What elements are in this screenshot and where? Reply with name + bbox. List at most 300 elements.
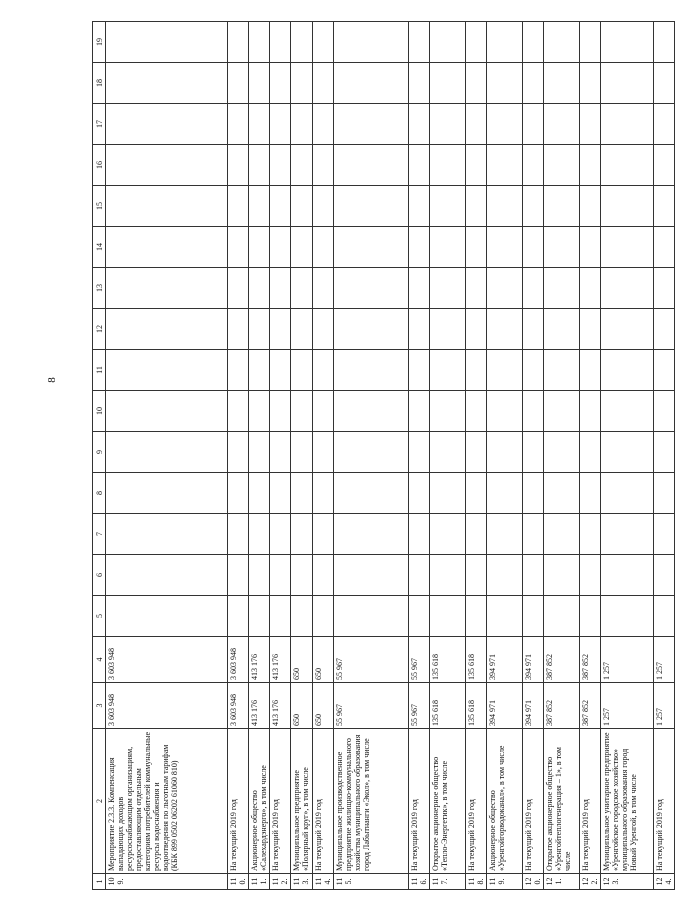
header-cell: 12: [93, 309, 106, 350]
empty-cell: [409, 63, 430, 104]
empty-cell: [487, 268, 523, 309]
row-name-cell: Открытое акционерное общество «Уренгойтеплогенерация – 1», в том числе: [544, 729, 580, 874]
empty-cell: [270, 186, 291, 227]
empty-cell: [270, 555, 291, 596]
table-row: [580, 22, 601, 890]
amount-cell: 413 176: [249, 683, 270, 729]
empty-cell: [291, 268, 313, 309]
header-cell: 6: [93, 555, 106, 596]
row-name-cell: Муниципальное предприятие «Полярный круг», в том числе: [291, 729, 313, 874]
empty-cell: [313, 391, 334, 432]
amount-cell: 3 603 948: [228, 637, 249, 683]
empty-cell: [544, 391, 580, 432]
empty-cell: [601, 63, 654, 104]
empty-cell: [466, 186, 487, 227]
empty-cell: [334, 63, 409, 104]
empty-cell: [654, 555, 675, 596]
empty-cell: [228, 104, 249, 145]
empty-cell: [106, 268, 228, 309]
empty-cell: [334, 309, 409, 350]
table-row: [654, 22, 675, 890]
empty-cell: [409, 432, 430, 473]
empty-cell: [334, 104, 409, 145]
empty-cell: [523, 309, 544, 350]
empty-cell: [654, 145, 675, 186]
empty-cell: [313, 145, 334, 186]
empty-cell: [270, 432, 291, 473]
amount-cell: 1 257: [601, 683, 654, 729]
empty-cell: [523, 63, 544, 104]
row-number-cell: 112.: [270, 874, 291, 890]
empty-cell: [487, 22, 523, 63]
empty-cell: [249, 391, 270, 432]
empty-cell: [523, 186, 544, 227]
empty-cell: [430, 555, 466, 596]
empty-cell: [334, 473, 409, 514]
empty-cell: [580, 186, 601, 227]
empty-cell: [291, 350, 313, 391]
row-name-cell: Акционерное общество «Уренгойгорводоканал», в том числе: [487, 729, 523, 874]
empty-cell: [409, 22, 430, 63]
header-cell: 10: [93, 391, 106, 432]
empty-cell: [544, 63, 580, 104]
empty-cell: [523, 514, 544, 555]
empty-cell: [249, 227, 270, 268]
row-name-cell: На текущий 2019 год: [228, 729, 249, 874]
empty-cell: [106, 63, 228, 104]
header-cell: 13: [93, 268, 106, 309]
empty-cell: [544, 309, 580, 350]
amount-cell: 3 603 948: [106, 637, 228, 683]
row-number-cell: 113.: [291, 874, 313, 890]
empty-cell: [580, 145, 601, 186]
empty-cell: [430, 309, 466, 350]
empty-cell: [544, 22, 580, 63]
empty-cell: [291, 227, 313, 268]
empty-cell: [523, 104, 544, 145]
amount-cell: 3 603 948: [106, 683, 228, 729]
empty-cell: [228, 473, 249, 514]
empty-cell: [487, 227, 523, 268]
empty-cell: [523, 145, 544, 186]
table-row: [334, 22, 409, 890]
empty-cell: [249, 555, 270, 596]
amount-cell: 650: [291, 637, 313, 683]
empty-cell: [291, 596, 313, 637]
empty-cell: [466, 555, 487, 596]
empty-cell: [544, 104, 580, 145]
header-cell: 15: [93, 186, 106, 227]
empty-cell: [580, 350, 601, 391]
empty-cell: [409, 104, 430, 145]
header-cell: 3: [93, 683, 106, 729]
row-number-cell: 117.: [430, 874, 466, 890]
empty-cell: [313, 555, 334, 596]
empty-cell: [580, 63, 601, 104]
empty-cell: [291, 104, 313, 145]
empty-cell: [106, 473, 228, 514]
empty-cell: [249, 473, 270, 514]
empty-cell: [654, 22, 675, 63]
empty-cell: [106, 555, 228, 596]
empty-cell: [249, 63, 270, 104]
empty-cell: [334, 145, 409, 186]
empty-cell: [601, 309, 654, 350]
empty-cell: [430, 514, 466, 555]
row-name-cell: На текущий 2019 год: [654, 729, 675, 874]
row-number-cell: 122.: [580, 874, 601, 890]
empty-cell: [291, 555, 313, 596]
empty-cell: [466, 104, 487, 145]
row-name-cell: На текущий 2019 год: [523, 729, 544, 874]
empty-cell: [654, 473, 675, 514]
amount-cell: 413 176: [249, 637, 270, 683]
empty-cell: [466, 350, 487, 391]
amount-cell: 55 967: [334, 637, 409, 683]
table-row: [523, 22, 544, 890]
empty-cell: [270, 309, 291, 350]
empty-cell: [654, 227, 675, 268]
row-number-cell: 110.: [228, 874, 249, 890]
empty-cell: [654, 350, 675, 391]
empty-cell: [601, 432, 654, 473]
empty-cell: [580, 22, 601, 63]
empty-cell: [249, 268, 270, 309]
empty-cell: [334, 432, 409, 473]
empty-cell: [430, 350, 466, 391]
empty-cell: [466, 309, 487, 350]
header-cell: 4: [93, 637, 106, 683]
amount-cell: 394 971: [487, 637, 523, 683]
empty-cell: [409, 596, 430, 637]
empty-cell: [430, 596, 466, 637]
empty-cell: [334, 514, 409, 555]
empty-cell: [601, 104, 654, 145]
amount-cell: 1 257: [654, 683, 675, 729]
empty-cell: [270, 350, 291, 391]
empty-cell: [601, 268, 654, 309]
empty-cell: [249, 596, 270, 637]
empty-cell: [487, 432, 523, 473]
row-number-cell: 121.: [544, 874, 580, 890]
amount-cell: 1 257: [654, 637, 675, 683]
table-row: [270, 22, 291, 890]
empty-cell: [228, 555, 249, 596]
empty-cell: [523, 432, 544, 473]
empty-cell: [487, 514, 523, 555]
empty-cell: [580, 104, 601, 145]
amount-cell: 55 967: [409, 683, 430, 729]
empty-cell: [601, 555, 654, 596]
empty-cell: [601, 514, 654, 555]
empty-cell: [523, 350, 544, 391]
empty-cell: [601, 145, 654, 186]
empty-cell: [601, 186, 654, 227]
amount-cell: 394 971: [523, 683, 544, 729]
row-number-cell: 124.: [654, 874, 675, 890]
empty-cell: [544, 268, 580, 309]
empty-cell: [249, 309, 270, 350]
empty-cell: [430, 432, 466, 473]
empty-cell: [291, 186, 313, 227]
empty-cell: [487, 391, 523, 432]
empty-cell: [654, 268, 675, 309]
empty-cell: [106, 309, 228, 350]
empty-cell: [313, 22, 334, 63]
empty-cell: [430, 104, 466, 145]
header-cell: 8: [93, 473, 106, 514]
empty-cell: [409, 391, 430, 432]
empty-cell: [106, 22, 228, 63]
empty-cell: [106, 350, 228, 391]
empty-cell: [544, 227, 580, 268]
empty-cell: [466, 145, 487, 186]
empty-cell: [580, 596, 601, 637]
empty-cell: [544, 145, 580, 186]
amount-cell: 387 852: [580, 637, 601, 683]
row-number-cell: 114.: [313, 874, 334, 890]
empty-cell: [228, 22, 249, 63]
header-cell: 11: [93, 350, 106, 391]
empty-cell: [106, 145, 228, 186]
empty-cell: [523, 473, 544, 514]
empty-cell: [228, 145, 249, 186]
empty-cell: [291, 514, 313, 555]
empty-cell: [313, 596, 334, 637]
empty-cell: [654, 514, 675, 555]
empty-cell: [270, 63, 291, 104]
empty-cell: [106, 391, 228, 432]
empty-cell: [106, 514, 228, 555]
empty-cell: [580, 473, 601, 514]
empty-cell: [466, 227, 487, 268]
row-name-cell: Муниципальное унитарное предприятие «Уренгойское городское хозяйство» муниципального образования город Новый Уренгой, в том числе: [601, 729, 654, 874]
empty-cell: [249, 104, 270, 145]
empty-cell: [313, 186, 334, 227]
empty-cell: [601, 391, 654, 432]
empty-cell: [580, 432, 601, 473]
table-row: [466, 22, 487, 890]
empty-cell: [487, 309, 523, 350]
row-name-cell: На текущий 2019 год: [270, 729, 291, 874]
empty-cell: [580, 309, 601, 350]
empty-cell: [228, 391, 249, 432]
budget-table: [92, 21, 675, 890]
empty-cell: [580, 227, 601, 268]
empty-cell: [654, 186, 675, 227]
empty-cell: [228, 268, 249, 309]
header-cell: 7: [93, 514, 106, 555]
empty-cell: [249, 186, 270, 227]
row-number-cell: 111.: [249, 874, 270, 890]
empty-cell: [487, 473, 523, 514]
table-row: [313, 22, 334, 890]
empty-cell: [487, 596, 523, 637]
amount-cell: 387 852: [580, 683, 601, 729]
empty-cell: [409, 350, 430, 391]
empty-cell: [544, 473, 580, 514]
empty-cell: [523, 268, 544, 309]
empty-cell: [601, 350, 654, 391]
empty-cell: [270, 473, 291, 514]
page-number: 8: [46, 377, 58, 383]
empty-cell: [430, 473, 466, 514]
empty-cell: [228, 186, 249, 227]
empty-cell: [430, 63, 466, 104]
empty-cell: [487, 145, 523, 186]
empty-cell: [228, 350, 249, 391]
empty-cell: [291, 309, 313, 350]
empty-cell: [430, 227, 466, 268]
row-name-cell: На текущий 2019 год: [580, 729, 601, 874]
empty-cell: [249, 432, 270, 473]
empty-cell: [430, 186, 466, 227]
empty-cell: [466, 432, 487, 473]
empty-cell: [487, 104, 523, 145]
empty-cell: [270, 227, 291, 268]
row-number-cell: 120.: [523, 874, 544, 890]
empty-cell: [313, 104, 334, 145]
table-body: [93, 22, 675, 890]
row-number-cell: 115.: [334, 874, 409, 890]
empty-cell: [523, 22, 544, 63]
empty-cell: [228, 309, 249, 350]
empty-cell: [249, 514, 270, 555]
empty-cell: [544, 555, 580, 596]
empty-cell: [487, 186, 523, 227]
empty-cell: [334, 186, 409, 227]
empty-cell: [106, 186, 228, 227]
empty-cell: [544, 350, 580, 391]
empty-cell: [270, 145, 291, 186]
amount-cell: 394 971: [487, 683, 523, 729]
empty-cell: [487, 63, 523, 104]
empty-cell: [487, 555, 523, 596]
amount-cell: 387 852: [544, 637, 580, 683]
table-row: [409, 22, 430, 890]
amount-cell: 413 176: [270, 637, 291, 683]
empty-cell: [601, 596, 654, 637]
amount-cell: 650: [313, 683, 334, 729]
empty-cell: [466, 391, 487, 432]
empty-cell: [409, 309, 430, 350]
header-cell: 19: [93, 22, 106, 63]
table-row: [430, 22, 466, 890]
table-row: [249, 22, 270, 890]
empty-cell: [106, 432, 228, 473]
header-cell: 9: [93, 432, 106, 473]
empty-cell: [523, 391, 544, 432]
empty-cell: [409, 555, 430, 596]
budget-table-sheet: [92, 22, 673, 890]
rotated-table-wrapper: [92, 22, 673, 890]
header-cell: 1: [93, 874, 106, 890]
empty-cell: [466, 514, 487, 555]
empty-cell: [580, 391, 601, 432]
table-row: [291, 22, 313, 890]
empty-cell: [334, 268, 409, 309]
amount-cell: 135 618: [466, 637, 487, 683]
header-row: [93, 22, 106, 890]
empty-cell: [654, 309, 675, 350]
row-number-cell: 109.: [106, 874, 228, 890]
row-name-cell: Мероприятие 2.3.3. Компенсация выпадающих доходов ресурсоснабжающим организациям, предоставляющим отдельным категориям потребителей коммунальные ресурсы водоснабжения и водоотведения по льготным тарифам (КБК 899 0502 06202 61060 810): [106, 729, 228, 874]
empty-cell: [430, 145, 466, 186]
amount-cell: 135 618: [430, 683, 466, 729]
empty-cell: [654, 391, 675, 432]
empty-cell: [654, 596, 675, 637]
empty-cell: [228, 227, 249, 268]
empty-cell: [544, 514, 580, 555]
empty-cell: [334, 555, 409, 596]
empty-cell: [430, 22, 466, 63]
empty-cell: [249, 350, 270, 391]
empty-cell: [334, 227, 409, 268]
empty-cell: [487, 350, 523, 391]
empty-cell: [106, 227, 228, 268]
empty-cell: [313, 350, 334, 391]
empty-cell: [291, 22, 313, 63]
empty-cell: [334, 391, 409, 432]
empty-cell: [270, 268, 291, 309]
empty-cell: [409, 268, 430, 309]
empty-cell: [313, 63, 334, 104]
row-name-cell: Акционерное общество «Салехардэнерго», в том числе: [249, 729, 270, 874]
empty-cell: [313, 268, 334, 309]
empty-cell: [601, 473, 654, 514]
empty-cell: [544, 432, 580, 473]
empty-cell: [106, 596, 228, 637]
empty-cell: [544, 186, 580, 227]
row-name-cell: На текущий 2019 год: [313, 729, 334, 874]
row-name-cell: На текущий 2019 год: [466, 729, 487, 874]
header-cell: 18: [93, 63, 106, 104]
empty-cell: [291, 432, 313, 473]
amount-cell: 387 852: [544, 683, 580, 729]
row-name-cell: Открытое акционерное общество «Тепло-Энергетик», в том числе: [430, 729, 466, 874]
row-number-cell: 119.: [487, 874, 523, 890]
empty-cell: [291, 145, 313, 186]
empty-cell: [228, 432, 249, 473]
empty-cell: [654, 63, 675, 104]
amount-cell: 135 618: [466, 683, 487, 729]
empty-cell: [270, 22, 291, 63]
header-cell: 17: [93, 104, 106, 145]
empty-cell: [654, 104, 675, 145]
amount-cell: 394 971: [523, 637, 544, 683]
empty-cell: [430, 268, 466, 309]
empty-cell: [313, 309, 334, 350]
header-cell: 2: [93, 729, 106, 874]
empty-cell: [313, 432, 334, 473]
empty-cell: [291, 63, 313, 104]
empty-cell: [313, 227, 334, 268]
empty-cell: [249, 145, 270, 186]
empty-cell: [313, 473, 334, 514]
empty-cell: [544, 596, 580, 637]
empty-cell: [409, 473, 430, 514]
amount-cell: 650: [313, 637, 334, 683]
table-row: [544, 22, 580, 890]
empty-cell: [106, 104, 228, 145]
empty-cell: [466, 63, 487, 104]
amount-cell: 55 967: [409, 637, 430, 683]
row-number-cell: 116.: [409, 874, 430, 890]
empty-cell: [466, 22, 487, 63]
row-name-cell: На текущий 2019 год: [409, 729, 430, 874]
amount-cell: 413 176: [270, 683, 291, 729]
row-number-cell: 118.: [466, 874, 487, 890]
